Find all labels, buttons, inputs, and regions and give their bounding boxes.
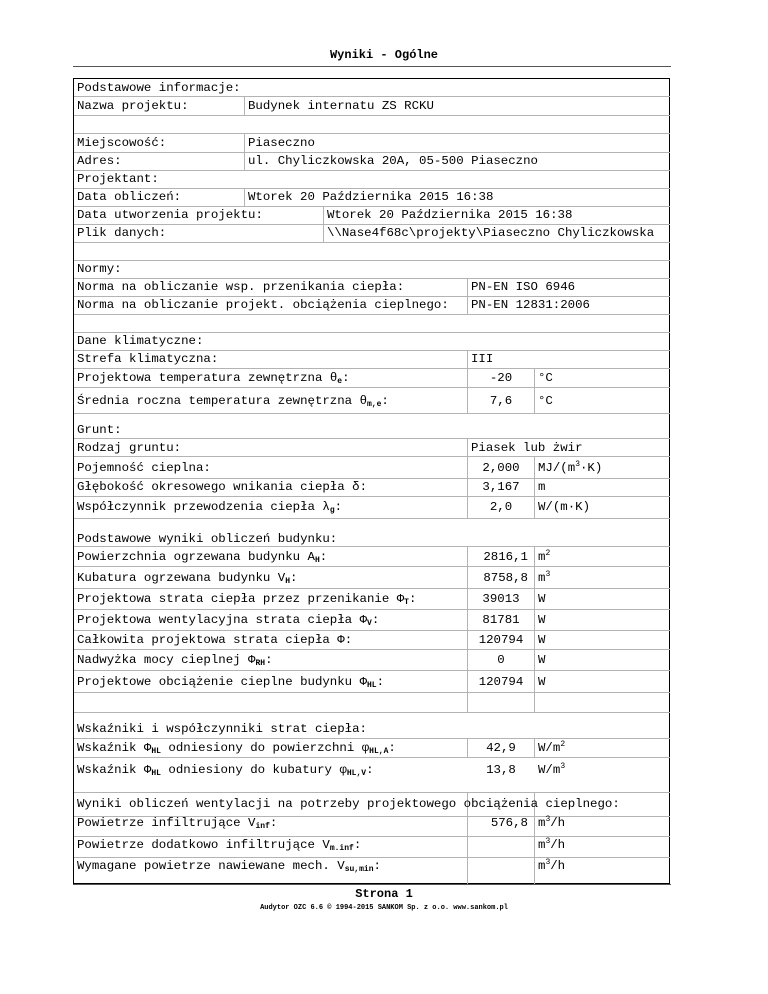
norm-load-value: PN-EN 12831:2006 (471, 298, 590, 312)
row-divider (74, 792, 670, 793)
row-divider (74, 115, 670, 116)
address-label: Adres: (77, 154, 122, 168)
ventilation-loss-unit: W (538, 613, 546, 627)
column-divider (534, 368, 535, 413)
project-name-value: Budynek internatu ZS RCKU (248, 99, 434, 113)
heated-volume-value: 8758,8 (483, 571, 528, 585)
infiltration-label: Powietrze infiltrujące $V_{inf}$: (77, 816, 278, 831)
heated-area-value: 2816,1 (483, 550, 528, 564)
row-divider (74, 413, 670, 414)
row-divider (74, 692, 670, 693)
ventilation-loss-value: 81781 (482, 613, 520, 627)
column-divider (467, 278, 468, 314)
page-number: Strona 1 (355, 887, 413, 901)
created-date-label: Data utworzenia projektu: (77, 208, 263, 222)
row-divider (74, 566, 670, 567)
row-divider (74, 546, 670, 547)
row-divider (74, 836, 670, 837)
volume-index-value: 13,8 (486, 763, 516, 777)
transmission-loss-unit: W (538, 592, 546, 606)
row-divider (74, 152, 670, 153)
volume-index-unit: $W/m^3$ (538, 762, 566, 777)
row-divider (74, 188, 670, 189)
section-heading-norms: Normy: (77, 262, 122, 276)
infiltration-value: 576,8 (490, 816, 528, 830)
column-divider (323, 206, 324, 242)
design-temp-value: -20 (489, 371, 513, 385)
section-heading-ventilation: Wyniki obliczeń wentylacji na potrzeby projektowego obciążenia cieplnego: (77, 797, 620, 811)
penetration-depth-label: Głębokość okresowego wnikania ciepła δ: (77, 480, 367, 494)
conductivity-label: Współczynnik przewodzenia ciepła $\lambda_g$: (77, 500, 343, 515)
required-supply-label: Wymagane powietrze nawiewane mech. $V_{su,min}$: (77, 859, 381, 874)
row-divider (74, 649, 670, 650)
norm-u-value: PN-EN ISO 6946 (471, 280, 576, 294)
row-divider (74, 757, 670, 758)
design-load-label: Projektowe obciążenie cieplne budynku $\Phi_{HL}$: (77, 675, 385, 690)
design-temp-label: Projektowa temperatura zewnętrzna $\theta_e$: (77, 371, 350, 386)
heat-capacity-unit: $MJ/(m^3\cdot K)$ (538, 460, 603, 475)
project-name-label: Nazwa projektu: (77, 99, 189, 113)
row-divider (74, 278, 670, 279)
heating-surplus-label: Nadwyżka mocy cieplnej $\Phi_{RH}$: (77, 653, 273, 668)
row-divider (74, 456, 670, 457)
area-index-label: Wskaźnik $\Phi_{HL}$ odniesiony do powierzchni $\varphi_{HL,A}$: (77, 741, 396, 756)
additional-infiltration-label: Powietrze dodatkowo infiltrujące $V_{m.inf}$: (77, 838, 362, 853)
row-divider (74, 206, 670, 207)
row-divider (74, 170, 670, 171)
section-heading-results: Podstawowe wyniki obliczeń budynku: (77, 532, 338, 546)
design-load-value: 120794 (478, 675, 524, 689)
norm-u-label: Norma na obliczanie wsp. przenikania ciepła: (77, 280, 405, 294)
ground-type-label: Rodzaj gruntu: (77, 441, 182, 455)
mean-temp-value: 7,6 (489, 394, 513, 408)
calc-date-label: Data obliczeń: (77, 190, 182, 204)
climate-zone-label: Strefa klimatyczna: (77, 352, 219, 366)
design-temp-unit: °C (538, 371, 553, 385)
penetration-depth-unit: m (538, 480, 546, 494)
created-date-value: Wtorek 20 Października 2015 16:38 (327, 208, 573, 222)
row-divider (74, 368, 670, 369)
area-index-value: 42,9 (486, 741, 516, 755)
volume-index-label: Wskaźnik $\Phi_{HL}$ odniesiony do kubatury $\varphi_{HL,V}$: (77, 763, 374, 778)
total-loss-label: Całkowita projektowa strata ciepła Φ: (77, 633, 353, 647)
transmission-loss-value: 39013 (482, 592, 520, 606)
norm-load-label: Norma na obliczanie projekt. obciążenia cieplnego: (77, 298, 449, 312)
conductivity-unit: W/(m·K) (538, 500, 591, 514)
ground-type-value: Piasek lub żwir (471, 441, 583, 455)
heated-volume-unit: $m^3$ (538, 570, 551, 585)
column-divider (534, 738, 535, 757)
area-index-unit: $W/m^2$ (538, 740, 566, 755)
row-divider (74, 518, 670, 519)
row-divider (74, 260, 670, 261)
heated-area-label: Powierzchnia ogrzewana budynku $A_H$: (77, 550, 328, 565)
required-supply-unit: $m^3/h$ (538, 858, 566, 873)
row-divider (74, 133, 670, 134)
row-divider (74, 857, 670, 858)
ventilation-loss-label: Projektowa wentylacyjna strata ciepła $\Phi_V$: (77, 613, 380, 628)
column-divider (534, 546, 535, 712)
row-divider (74, 438, 670, 439)
total-loss-unit: W (538, 633, 546, 647)
row-divider (74, 350, 670, 351)
column-divider (244, 96, 245, 115)
heat-capacity-label: Pojemność cieplna: (77, 461, 211, 475)
mean-temp-label: Średnia roczna temperatura zewnętrzna $\theta_{m,e}$: (77, 394, 389, 409)
footer-divider (73, 884, 671, 885)
row-divider (74, 712, 670, 713)
mean-temp-unit: °C (538, 394, 553, 408)
section-heading-indices: Wskaźniki i współczynniki strat ciepła: (77, 722, 367, 736)
climate-zone-value: III (471, 352, 494, 366)
total-loss-value: 120794 (478, 633, 524, 647)
page-title: Wyniki - Ogólne (329, 48, 439, 62)
heat-capacity-value: 2,000 (482, 461, 520, 475)
row-divider (74, 96, 670, 97)
data-file-label: Plik danych: (77, 226, 167, 240)
row-divider (74, 224, 670, 225)
row-divider (74, 588, 670, 589)
section-heading-basic: Podstawowe informacje: (77, 81, 241, 95)
row-divider (74, 314, 670, 315)
row-divider (74, 332, 670, 333)
row-divider (74, 738, 670, 739)
heated-area-unit: $m^2$ (538, 549, 551, 564)
conductivity-value: 2,0 (489, 500, 513, 514)
address-value: ul. Chyliczkowska 20A, 05-500 Piaseczno (248, 154, 538, 168)
section-heading-ground: Grunt: (77, 423, 122, 437)
city-value: Piaseczno (248, 136, 315, 150)
heated-volume-label: Kubatura ogrzewana budynku $V_H$: (77, 571, 298, 586)
heating-surplus-value: 0 (497, 653, 505, 667)
heating-surplus-unit: W (538, 653, 546, 667)
column-divider (244, 188, 245, 206)
penetration-depth-value: 3,167 (482, 480, 520, 494)
additional-infiltration-unit: $m^3/h$ (538, 837, 566, 852)
software-credit: Audytor OZC 6.6 © 1994-2015 SANKOM Sp. z o.o. www.sankom.pl (260, 904, 508, 912)
row-divider (74, 609, 670, 610)
section-heading-climate: Dane klimatyczne: (77, 334, 204, 348)
row-divider (74, 387, 670, 388)
transmission-loss-label: Projektowa strata ciepła przez przenikanie $\Phi_T$: (77, 592, 417, 607)
row-divider (74, 296, 670, 297)
designer-label: Projektant: (77, 172, 159, 186)
design-load-unit: W (538, 675, 546, 689)
title-divider (73, 66, 671, 67)
column-divider (534, 456, 535, 518)
row-divider (74, 670, 670, 671)
city-label: Miejscowość: (77, 136, 167, 150)
calc-date-value: Wtorek 20 Października 2015 16:38 (248, 190, 494, 204)
row-divider (74, 630, 670, 631)
row-divider (74, 242, 670, 243)
data-file-value: \\Nase4f68c\projekty\Piaseczno Chyliczkowska (327, 226, 655, 240)
row-divider (74, 478, 670, 479)
column-divider (244, 133, 245, 170)
infiltration-unit: $m^3/h$ (538, 815, 566, 830)
row-divider (74, 496, 670, 497)
